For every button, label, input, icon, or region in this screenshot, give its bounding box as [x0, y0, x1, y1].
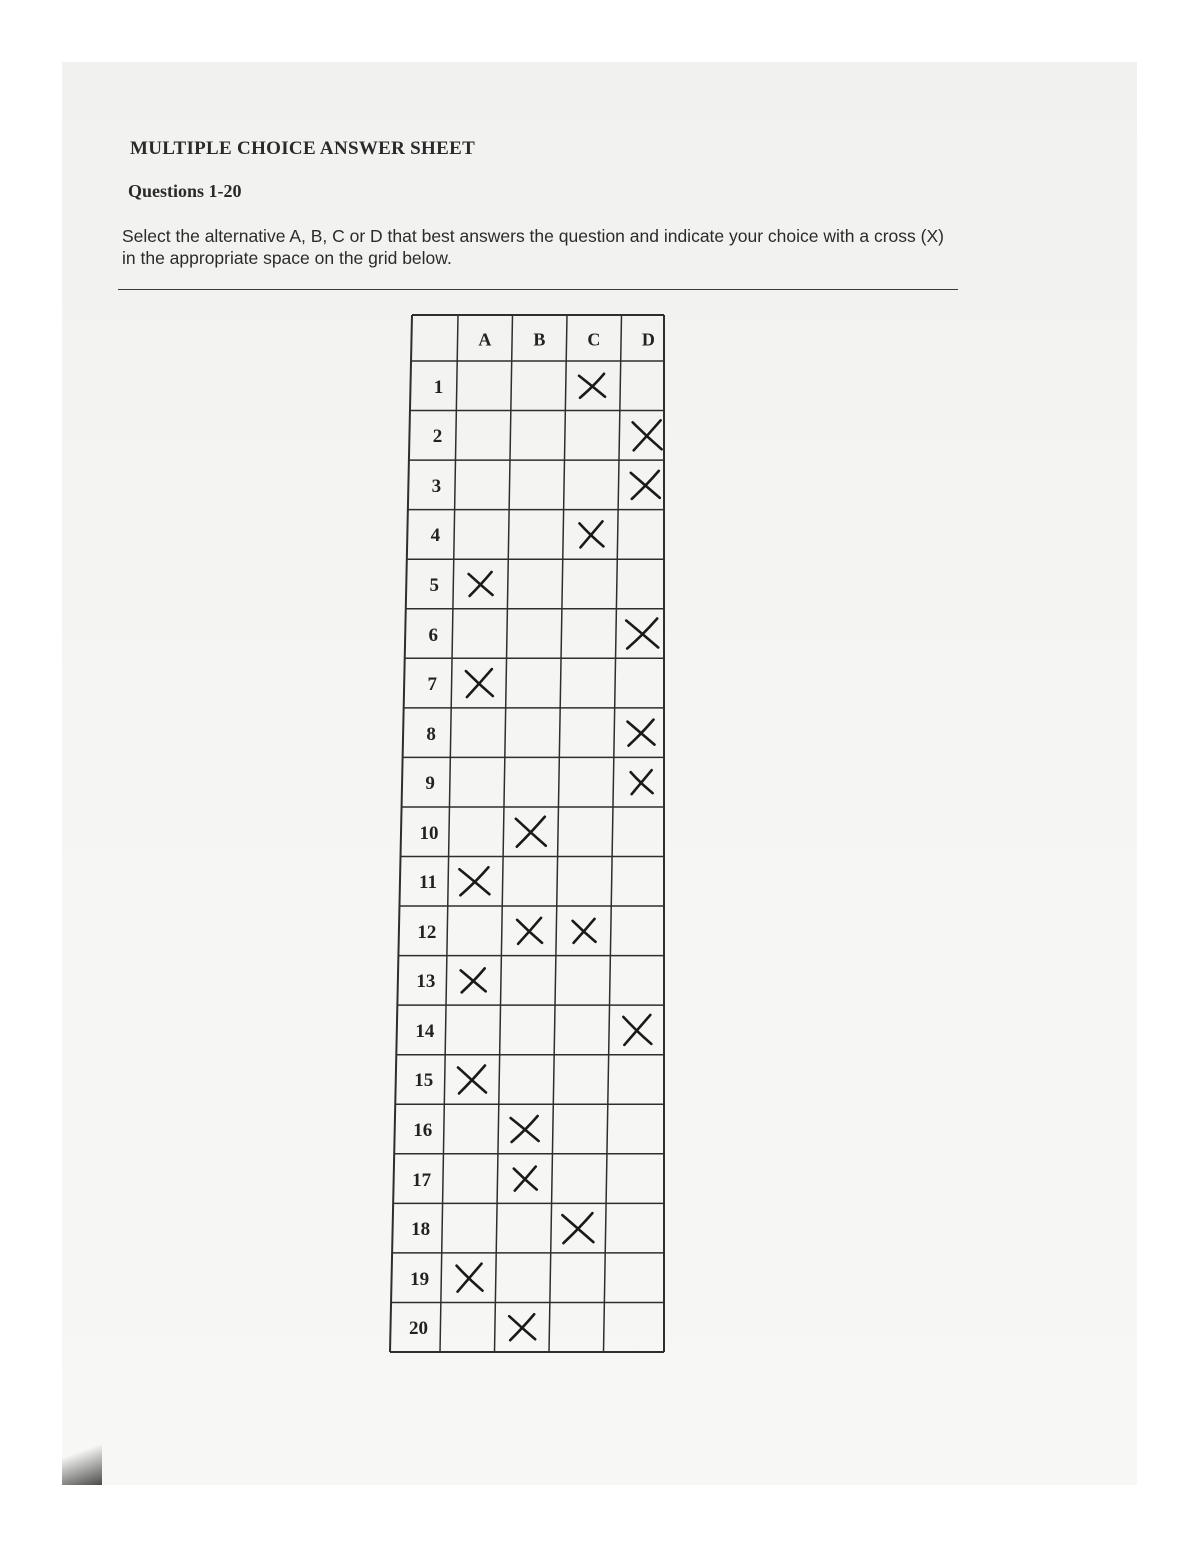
question-number: 17 [412, 1169, 432, 1191]
question-number: 6 [428, 624, 438, 646]
question-number: 12 [417, 921, 437, 943]
answer-cross-mark [469, 572, 493, 596]
answer-cross-mark [458, 1065, 486, 1093]
column-header-c: C [587, 329, 601, 350]
divider-line [118, 289, 958, 290]
grid-column-divider [549, 315, 567, 1352]
grid-border-left [390, 315, 412, 1352]
answer-cross-mark [562, 1213, 593, 1243]
question-number: 9 [425, 773, 435, 795]
grid-column-divider [440, 315, 458, 1352]
question-number: 5 [429, 574, 440, 596]
column-header-d: D [641, 329, 655, 350]
answer-cross-mark [628, 720, 655, 746]
answer-cross-mark [631, 770, 653, 794]
grid-column-divider [495, 315, 513, 1352]
question-number: 16 [413, 1120, 433, 1142]
question-number: 4 [430, 525, 441, 547]
column-header-a: A [478, 329, 492, 350]
page-title: MULTIPLE CHOICE ANSWER SHEET [130, 138, 476, 159]
question-number: 14 [415, 1020, 435, 1042]
question-number: 11 [419, 872, 437, 894]
answer-cross-mark [511, 1116, 539, 1142]
paper-shadow [62, 1430, 102, 1485]
answer-cross-mark [579, 374, 605, 398]
question-number: 8 [426, 723, 436, 745]
questions-range: Questions 1-20 [128, 181, 242, 201]
question-number: 2 [432, 426, 443, 448]
answer-cross-mark [459, 867, 489, 895]
answer-cross-mark [579, 521, 603, 547]
answer-cross-mark [461, 968, 486, 992]
answer-cross-mark [457, 1264, 483, 1292]
question-number: 1 [433, 376, 444, 398]
answer-cross-mark [631, 471, 660, 499]
answer-cross-mark [516, 817, 546, 847]
question-number: 19 [410, 1268, 430, 1290]
instructions-text: Select the alternative A, B, C or D that best answers the question and indicate your choice with a cross (X) in the appropriate space on the grid below. [122, 226, 944, 268]
question-number: 13 [416, 971, 436, 993]
question-number: 3 [431, 475, 442, 497]
question-number: 20 [409, 1318, 429, 1340]
answer-cross-mark [466, 669, 493, 697]
answer-cross-mark [514, 1167, 537, 1191]
question-number: 10 [419, 822, 439, 844]
question-number: 15 [414, 1070, 434, 1092]
question-number: 18 [411, 1219, 431, 1241]
question-number: 7 [427, 674, 437, 696]
answer-grid [390, 315, 664, 1352]
answer-cross-mark [633, 420, 662, 450]
answer-cross-mark [626, 619, 658, 649]
answer-cross-mark [623, 1015, 651, 1045]
answer-cross-mark [517, 918, 542, 944]
answer-cross-mark [509, 1314, 535, 1340]
column-header-b: B [533, 329, 546, 350]
grid-column-divider [604, 315, 622, 1352]
answer-cross-mark [573, 919, 596, 943]
